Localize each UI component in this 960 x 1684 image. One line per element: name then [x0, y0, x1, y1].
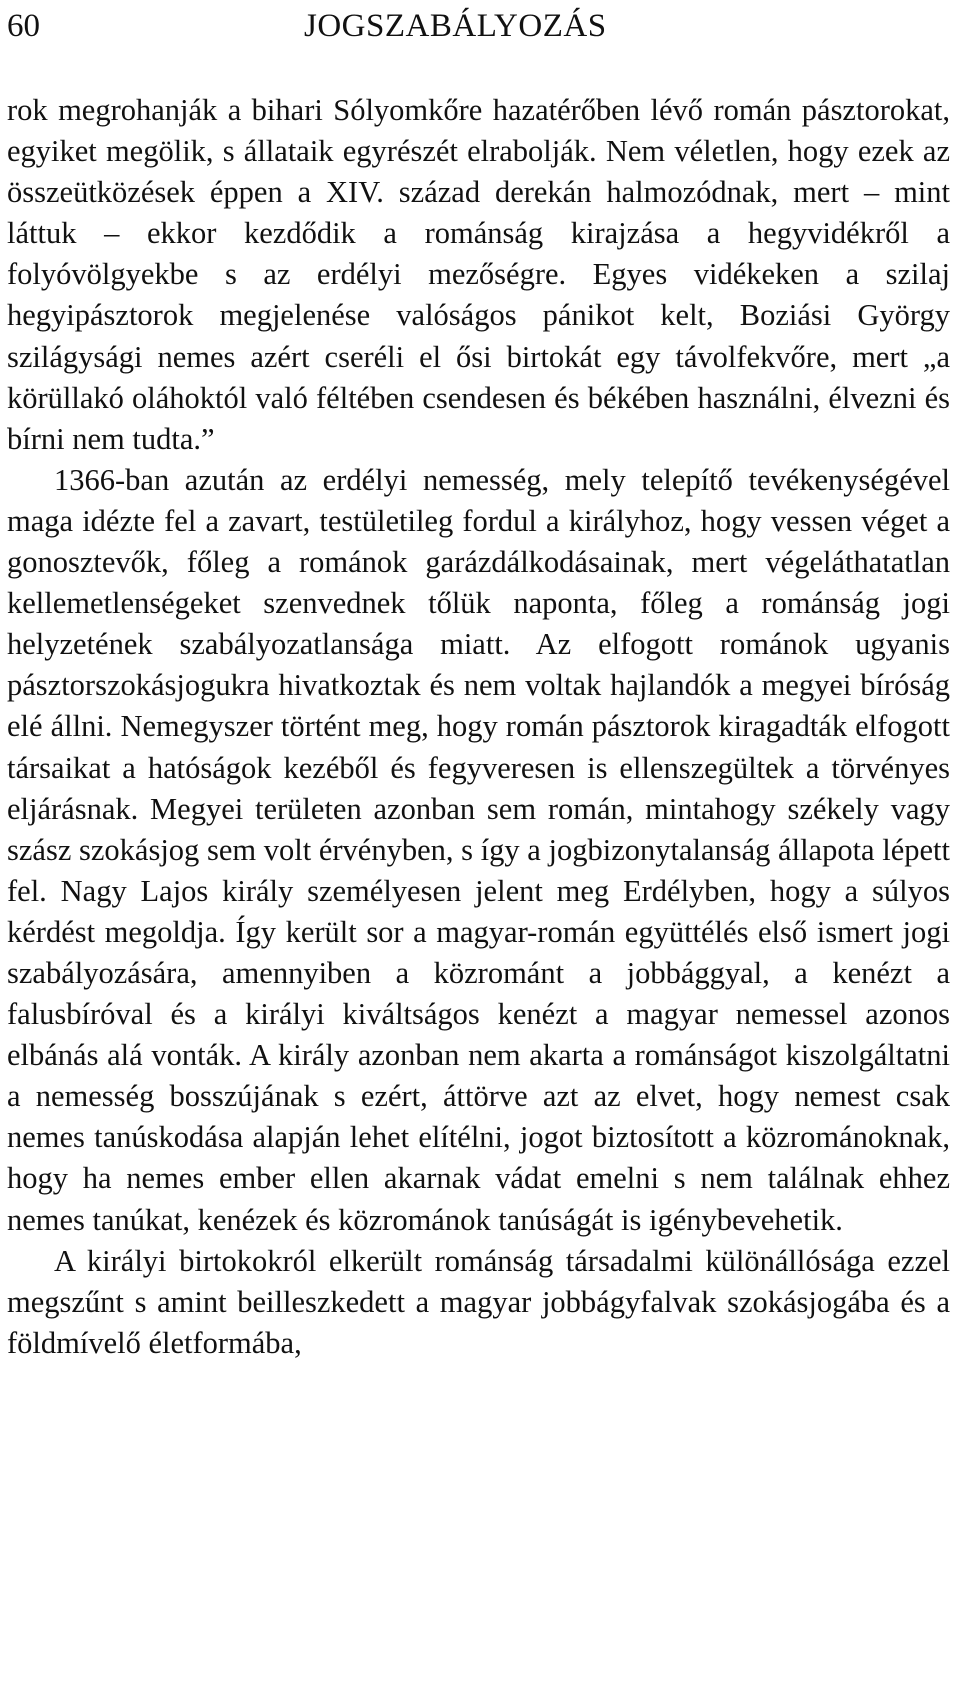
- body-text: [7, 90, 950, 1364]
- page-number: 60: [7, 8, 40, 44]
- running-head: [7, 0, 950, 52]
- running-title: JOGSZABÁLYOZÁS: [304, 8, 607, 44]
- paragraph: A királyi birtokokról elkerült románság társadalmi különállósága ezzel megszűnt s amint beilleszkedett a magyar jobbágyfalvak szokásjogába és a földmívelő életformába,: [7, 1243, 950, 1360]
- paragraph-continued: rok megrohanják a bihari Sólyomkőre hazatérőben lévő román pásztorokat, egyiket megölik, s állataik egyrészét elrabolják. Nem véletlen, hogy ezek az összeütközések éppen a XIV. század derekán halmozódnak, mert – mint láttuk – ekkor kezdődik a románság kirajzása a hegyvidékről a folyóvölgyekbe s az erdélyi mezőségre. Egyes vidékeken a szilaj hegyipásztorok megjelenése valóságos pánikot kelt, Boziási György szilágysági nemes azért cseréli el ősi birtokát egy távolfekvőre, mert „a körüllakó oláhoktól való féltében csendesen és békében használni, élvezni és bírni nem tudta.”: [7, 93, 950, 456]
- paragraph: 1366-ban azután az erdélyi nemesség, mely telepítő tevékenységével maga idézte fel a zavart, testületileg fordul a királyhoz, hogy vessen véget a gonosztevők, főleg a románok garázdálkodásainak, mert végeláthatatlan kellemetlenségeket szenvednek tőlük naponta, főleg a románság jogi helyzetének szabályozatlansága miatt. Az elfogott románok ugyanis pásztorszokásjogukra hivatkoztak és nem voltak hajlandók a megyei bíróság elé állni. Nemegyszer történt meg, hogy román pásztorok kiragadták elfogott társaikat a hatóságok kezéből és fegyveresen is ellenszegültek a törvényes eljárásnak. Megyei területen azonban sem román, mintahogy székely vagy szász szokásjog sem volt érvényben, s így a jogbizonytalanság állapota lépett fel. Nagy Lajos király személyesen jelent meg Erdélyben, hogy a súlyos kérdést megoldja. Így került sor a magyar-román együttélés első ismert jogi szabályozására, amennyiben a közrománt a jobbággyal, a kenézt a falusbíróval és a királyi kiváltságos kenézt a magyar nemessel azonos elbánás alá vonták. A király azonban nem akarta a románságot kiszolgáltatni a nemesség bosszújának s ezért, áttörve azt az elvet, hogy nemest csak nemes tanúskodása alapján lehet elítélni, jogot biztosított a közrománoknak, hogy ha nemes ember ellen akarnak vádat emelni s nem találnak ehhez nemes tanúkat, kenézek és közrománok tanúságát is igénybevehetik.: [7, 462, 950, 1237]
